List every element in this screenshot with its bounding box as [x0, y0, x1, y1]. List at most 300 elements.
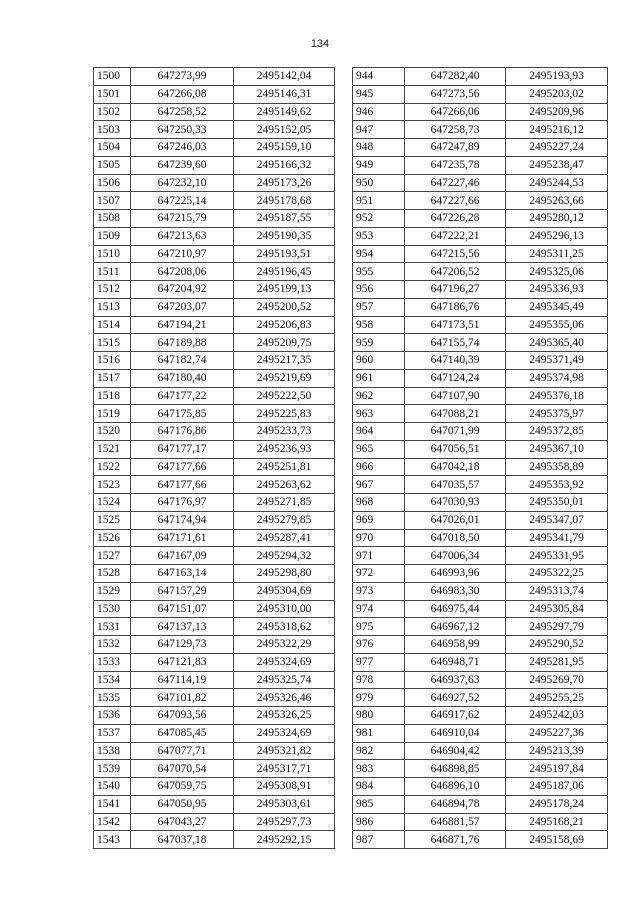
y-coordinate-cell: 2495281,95 — [506, 653, 608, 671]
point-number-cell: 1533 — [94, 653, 131, 671]
x-coordinate-cell: 647222,21 — [405, 227, 506, 245]
x-coordinate-cell: 647239,60 — [131, 156, 234, 174]
point-number-cell: 1519 — [94, 405, 131, 423]
point-number-cell: 983 — [353, 760, 405, 778]
x-coordinate-cell: 646983,30 — [405, 582, 506, 600]
x-coordinate-cell: 646910,04 — [405, 724, 506, 742]
y-coordinate-cell: 2495367,10 — [506, 440, 608, 458]
x-coordinate-cell: 647177,17 — [131, 440, 234, 458]
y-coordinate-cell: 2495242,03 — [506, 707, 608, 725]
table-row — [353, 103, 608, 121]
y-coordinate-cell: 2495193,51 — [234, 245, 335, 263]
table-row — [353, 582, 608, 600]
x-coordinate-cell: 647258,52 — [131, 103, 234, 121]
page-number: 134 — [310, 38, 330, 50]
point-number-cell: 945 — [353, 85, 405, 103]
y-coordinate-cell: 2495325,06 — [506, 263, 608, 281]
table-row — [353, 671, 608, 689]
point-number-cell: 1502 — [94, 103, 131, 121]
y-coordinate-cell: 2495209,75 — [234, 334, 335, 352]
point-number-cell: 1513 — [94, 298, 131, 316]
table-row — [94, 707, 335, 725]
table-row — [353, 476, 608, 494]
table-row — [94, 778, 335, 796]
point-number-cell: 946 — [353, 103, 405, 121]
table-row — [94, 511, 335, 529]
table-row — [353, 174, 608, 192]
y-coordinate-cell: 2495292,15 — [234, 831, 335, 849]
x-coordinate-cell: 647204,92 — [131, 281, 234, 299]
x-coordinate-cell: 647258,73 — [405, 121, 506, 139]
x-coordinate-cell: 647137,13 — [131, 618, 234, 636]
x-coordinate-cell: 646967,12 — [405, 618, 506, 636]
y-coordinate-cell: 2495196,45 — [234, 263, 335, 281]
table-row — [94, 263, 335, 281]
y-coordinate-cell: 2495187,06 — [506, 778, 608, 796]
x-coordinate-cell: 647107,90 — [405, 387, 506, 405]
table-row — [94, 387, 335, 405]
table-row — [353, 139, 608, 157]
table-row — [353, 227, 608, 245]
table-row — [94, 440, 335, 458]
table-row — [94, 689, 335, 707]
point-number-cell: 1542 — [94, 813, 131, 831]
y-coordinate-cell: 2495331,95 — [506, 547, 608, 565]
y-coordinate-cell: 2495187,55 — [234, 210, 335, 228]
point-number-cell: 1504 — [94, 139, 131, 157]
y-coordinate-cell: 2495227,24 — [506, 139, 608, 157]
table-row — [94, 298, 335, 316]
point-number-cell: 975 — [353, 618, 405, 636]
y-coordinate-cell: 2495347,07 — [506, 511, 608, 529]
x-coordinate-cell: 647026,01 — [405, 511, 506, 529]
table-row — [353, 742, 608, 760]
table-row — [94, 121, 335, 139]
y-coordinate-cell: 2495305,84 — [506, 600, 608, 618]
y-coordinate-cell: 2495216,12 — [506, 121, 608, 139]
y-coordinate-cell: 2495324,69 — [234, 653, 335, 671]
point-number-cell: 1541 — [94, 795, 131, 813]
y-coordinate-cell: 2495326,46 — [234, 689, 335, 707]
table-row — [353, 760, 608, 778]
table-row — [94, 192, 335, 210]
x-coordinate-cell: 647043,27 — [131, 813, 234, 831]
y-coordinate-cell: 2495304,69 — [234, 582, 335, 600]
x-coordinate-cell: 647101,82 — [131, 689, 234, 707]
x-coordinate-cell: 647186,76 — [405, 298, 506, 316]
x-coordinate-cell: 647247,89 — [405, 139, 506, 157]
point-number-cell: 958 — [353, 316, 405, 334]
x-coordinate-cell: 647213,63 — [131, 227, 234, 245]
x-coordinate-cell: 647227,66 — [405, 192, 506, 210]
x-coordinate-cell: 647226,28 — [405, 210, 506, 228]
x-coordinate-cell: 647056,51 — [405, 440, 506, 458]
x-coordinate-cell: 647196,27 — [405, 281, 506, 299]
y-coordinate-cell: 2495371,49 — [506, 352, 608, 370]
point-number-cell: 951 — [353, 192, 405, 210]
point-number-cell: 956 — [353, 281, 405, 299]
y-coordinate-cell: 2495358,89 — [506, 458, 608, 476]
y-coordinate-cell: 2495217,35 — [234, 352, 335, 370]
y-coordinate-cell: 2495372,85 — [506, 423, 608, 441]
y-coordinate-cell: 2495255,25 — [506, 689, 608, 707]
table-row — [353, 458, 608, 476]
point-number-cell: 1525 — [94, 511, 131, 529]
point-number-cell: 962 — [353, 387, 405, 405]
point-number-cell: 1520 — [94, 423, 131, 441]
x-coordinate-cell: 647088,21 — [405, 405, 506, 423]
y-coordinate-cell: 2495200,52 — [234, 298, 335, 316]
point-number-cell: 949 — [353, 156, 405, 174]
point-number-cell: 1540 — [94, 778, 131, 796]
y-coordinate-cell: 2495271,85 — [234, 494, 335, 512]
point-number-cell: 959 — [353, 334, 405, 352]
point-number-cell: 1512 — [94, 281, 131, 299]
point-number-cell: 1534 — [94, 671, 131, 689]
y-coordinate-cell: 2495225,83 — [234, 405, 335, 423]
table-row — [94, 529, 335, 547]
point-number-cell: 969 — [353, 511, 405, 529]
point-number-cell: 973 — [353, 582, 405, 600]
y-coordinate-cell: 2495269,70 — [506, 671, 608, 689]
table-row — [94, 68, 335, 86]
x-coordinate-cell: 646871,76 — [405, 831, 506, 849]
table-row — [94, 85, 335, 103]
point-number-cell: 1500 — [94, 68, 131, 86]
x-coordinate-cell: 647250,33 — [131, 121, 234, 139]
point-number-cell: 1505 — [94, 156, 131, 174]
table-row — [353, 511, 608, 529]
y-coordinate-cell: 2495166,32 — [234, 156, 335, 174]
x-coordinate-cell: 647182,74 — [131, 352, 234, 370]
x-coordinate-cell: 647215,56 — [405, 245, 506, 263]
table-row — [353, 316, 608, 334]
x-coordinate-cell: 647194,21 — [131, 316, 234, 334]
x-coordinate-cell: 647173,51 — [405, 316, 506, 334]
table-row — [94, 334, 335, 352]
table-row — [353, 387, 608, 405]
point-number-cell: 963 — [353, 405, 405, 423]
y-coordinate-cell: 2495206,83 — [234, 316, 335, 334]
table-row — [94, 653, 335, 671]
x-coordinate-cell: 647232,10 — [131, 174, 234, 192]
point-number-cell: 947 — [353, 121, 405, 139]
table-row — [353, 192, 608, 210]
table-row — [353, 618, 608, 636]
y-coordinate-cell: 2495158,69 — [506, 831, 608, 849]
x-coordinate-cell: 647163,14 — [131, 565, 234, 583]
x-coordinate-cell: 647177,66 — [131, 476, 234, 494]
table-row — [94, 405, 335, 423]
x-coordinate-cell: 647177,22 — [131, 387, 234, 405]
x-coordinate-cell: 647175,85 — [131, 405, 234, 423]
point-number-cell: 1527 — [94, 547, 131, 565]
table-row — [353, 565, 608, 583]
x-coordinate-cell: 647171,61 — [131, 529, 234, 547]
x-coordinate-cell: 647077,71 — [131, 742, 234, 760]
y-coordinate-cell: 2495294,32 — [234, 547, 335, 565]
point-number-cell: 1522 — [94, 458, 131, 476]
table-row — [94, 352, 335, 370]
point-number-cell: 1501 — [94, 85, 131, 103]
x-coordinate-cell: 646896,10 — [405, 778, 506, 796]
point-number-cell: 966 — [353, 458, 405, 476]
x-coordinate-cell: 647070,54 — [131, 760, 234, 778]
point-number-cell: 974 — [353, 600, 405, 618]
table-row — [353, 653, 608, 671]
point-number-cell: 1515 — [94, 334, 131, 352]
y-coordinate-cell: 2495325,74 — [234, 671, 335, 689]
point-number-cell: 1516 — [94, 352, 131, 370]
point-number-cell: 981 — [353, 724, 405, 742]
x-coordinate-cell: 647235,78 — [405, 156, 506, 174]
point-number-cell: 1543 — [94, 831, 131, 849]
point-number-cell: 1538 — [94, 742, 131, 760]
point-number-cell: 1510 — [94, 245, 131, 263]
x-coordinate-cell: 647266,06 — [405, 103, 506, 121]
y-coordinate-cell: 2495341,79 — [506, 529, 608, 547]
point-number-cell: 1539 — [94, 760, 131, 778]
point-number-cell: 965 — [353, 440, 405, 458]
y-coordinate-cell: 2495308,91 — [234, 778, 335, 796]
y-coordinate-cell: 2495290,52 — [506, 636, 608, 654]
table-row — [353, 121, 608, 139]
point-number-cell: 978 — [353, 671, 405, 689]
table-row — [94, 600, 335, 618]
x-coordinate-cell: 647203,07 — [131, 298, 234, 316]
point-number-cell: 987 — [353, 831, 405, 849]
y-coordinate-cell: 2495297,73 — [234, 813, 335, 831]
x-coordinate-cell: 647174,94 — [131, 511, 234, 529]
point-number-cell: 950 — [353, 174, 405, 192]
y-coordinate-cell: 2495193,93 — [506, 68, 608, 86]
y-coordinate-cell: 2495149,62 — [234, 103, 335, 121]
point-number-cell: 1531 — [94, 618, 131, 636]
y-coordinate-cell: 2495345,49 — [506, 298, 608, 316]
point-number-cell: 986 — [353, 813, 405, 831]
x-coordinate-cell: 647124,24 — [405, 369, 506, 387]
point-number-cell: 1528 — [94, 565, 131, 583]
table-row — [353, 298, 608, 316]
point-number-cell: 984 — [353, 778, 405, 796]
table-row — [94, 636, 335, 654]
table-row — [94, 547, 335, 565]
point-number-cell: 1503 — [94, 121, 131, 139]
y-coordinate-cell: 2495244,53 — [506, 174, 608, 192]
point-number-cell: 957 — [353, 298, 405, 316]
x-coordinate-cell: 647180,40 — [131, 369, 234, 387]
x-coordinate-cell: 647215,79 — [131, 210, 234, 228]
x-coordinate-cell: 647208,06 — [131, 263, 234, 281]
x-coordinate-cell: 646917,62 — [405, 707, 506, 725]
x-coordinate-cell: 647176,86 — [131, 423, 234, 441]
y-coordinate-cell: 2495219,69 — [234, 369, 335, 387]
x-coordinate-cell: 647206,52 — [405, 263, 506, 281]
y-coordinate-cell: 2495173,26 — [234, 174, 335, 192]
y-coordinate-cell: 2495199,13 — [234, 281, 335, 299]
point-number-cell: 982 — [353, 742, 405, 760]
y-coordinate-cell: 2495142,04 — [234, 68, 335, 86]
y-coordinate-cell: 2495168,21 — [506, 813, 608, 831]
table-row — [353, 68, 608, 86]
point-number-cell: 968 — [353, 494, 405, 512]
y-coordinate-cell: 2495287,41 — [234, 529, 335, 547]
x-coordinate-cell: 647006,34 — [405, 547, 506, 565]
table-row — [353, 494, 608, 512]
table-row — [353, 281, 608, 299]
y-coordinate-cell: 2495310,00 — [234, 600, 335, 618]
x-coordinate-cell: 647030,93 — [405, 494, 506, 512]
x-coordinate-cell: 647042,18 — [405, 458, 506, 476]
table-row — [94, 281, 335, 299]
table-row — [94, 795, 335, 813]
y-coordinate-cell: 2495303,61 — [234, 795, 335, 813]
y-coordinate-cell: 2495324,69 — [234, 724, 335, 742]
y-coordinate-cell: 2495350,01 — [506, 494, 608, 512]
y-coordinate-cell: 2495376,18 — [506, 387, 608, 405]
point-number-cell: 1530 — [94, 600, 131, 618]
x-coordinate-cell: 647151,07 — [131, 600, 234, 618]
table-row — [353, 689, 608, 707]
point-number-cell: 1507 — [94, 192, 131, 210]
y-coordinate-cell: 2495209,96 — [506, 103, 608, 121]
x-coordinate-cell: 647121,83 — [131, 653, 234, 671]
point-number-cell: 960 — [353, 352, 405, 370]
table-row — [94, 671, 335, 689]
point-number-cell: 980 — [353, 707, 405, 725]
y-coordinate-cell: 2495317,71 — [234, 760, 335, 778]
point-number-cell: 948 — [353, 139, 405, 157]
table-row — [94, 245, 335, 263]
x-coordinate-cell: 647266,08 — [131, 85, 234, 103]
y-coordinate-cell: 2495222,50 — [234, 387, 335, 405]
point-number-cell: 1509 — [94, 227, 131, 245]
table-row — [94, 742, 335, 760]
y-coordinate-cell: 2495190,35 — [234, 227, 335, 245]
y-coordinate-cell: 2495227,36 — [506, 724, 608, 742]
y-coordinate-cell: 2495321,82 — [234, 742, 335, 760]
y-coordinate-cell: 2495355,06 — [506, 316, 608, 334]
point-number-cell: 972 — [353, 565, 405, 583]
x-coordinate-cell: 647225,14 — [131, 192, 234, 210]
table-row — [353, 440, 608, 458]
point-number-cell: 970 — [353, 529, 405, 547]
x-coordinate-cell: 647129,73 — [131, 636, 234, 654]
x-coordinate-cell: 647157,29 — [131, 582, 234, 600]
table-row — [353, 831, 608, 849]
y-coordinate-cell: 2495178,68 — [234, 192, 335, 210]
table-row — [353, 724, 608, 742]
point-number-cell: 1518 — [94, 387, 131, 405]
table-row — [353, 405, 608, 423]
y-coordinate-cell: 2495365,40 — [506, 334, 608, 352]
x-coordinate-cell: 647155,74 — [405, 334, 506, 352]
y-coordinate-cell: 2495296,13 — [506, 227, 608, 245]
x-coordinate-cell: 647037,18 — [131, 831, 234, 849]
coordinates-table-right — [352, 67, 608, 849]
y-coordinate-cell: 2495297,79 — [506, 618, 608, 636]
point-number-cell: 1524 — [94, 494, 131, 512]
y-coordinate-cell: 2495251,81 — [234, 458, 335, 476]
x-coordinate-cell: 647085,45 — [131, 724, 234, 742]
point-number-cell: 1517 — [94, 369, 131, 387]
table-row — [94, 369, 335, 387]
coordinates-table-left — [93, 67, 335, 849]
y-coordinate-cell: 2495322,29 — [234, 636, 335, 654]
table-row — [94, 582, 335, 600]
table-row — [94, 724, 335, 742]
table-row — [353, 795, 608, 813]
table-row — [94, 831, 335, 849]
x-coordinate-cell: 646881,57 — [405, 813, 506, 831]
point-number-cell: 977 — [353, 653, 405, 671]
table-row — [353, 778, 608, 796]
y-coordinate-cell: 2495203,02 — [506, 85, 608, 103]
y-coordinate-cell: 2495353,92 — [506, 476, 608, 494]
table-row — [353, 210, 608, 228]
point-number-cell: 961 — [353, 369, 405, 387]
table-row — [353, 85, 608, 103]
table-row — [94, 174, 335, 192]
point-number-cell: 952 — [353, 210, 405, 228]
table-row — [94, 423, 335, 441]
point-number-cell: 953 — [353, 227, 405, 245]
point-number-cell: 979 — [353, 689, 405, 707]
x-coordinate-cell: 646948,71 — [405, 653, 506, 671]
x-coordinate-cell: 647035,57 — [405, 476, 506, 494]
table-row — [353, 263, 608, 281]
x-coordinate-cell: 647246,03 — [131, 139, 234, 157]
table-row — [94, 476, 335, 494]
table-row — [94, 103, 335, 121]
table-row — [94, 813, 335, 831]
table-row — [353, 369, 608, 387]
x-coordinate-cell: 647176,97 — [131, 494, 234, 512]
table-row — [353, 423, 608, 441]
y-coordinate-cell: 2495326,25 — [234, 707, 335, 725]
point-number-cell: 971 — [353, 547, 405, 565]
point-number-cell: 1511 — [94, 263, 131, 281]
x-coordinate-cell: 646894,78 — [405, 795, 506, 813]
table-row — [353, 813, 608, 831]
table-row — [353, 156, 608, 174]
table-row — [94, 316, 335, 334]
x-coordinate-cell: 647114,19 — [131, 671, 234, 689]
x-coordinate-cell: 647210,97 — [131, 245, 234, 263]
x-coordinate-cell: 647273,99 — [131, 68, 234, 86]
table-row — [94, 618, 335, 636]
x-coordinate-cell: 647093,56 — [131, 707, 234, 725]
table-row — [94, 458, 335, 476]
x-coordinate-cell: 647189,88 — [131, 334, 234, 352]
x-coordinate-cell: 647059,75 — [131, 778, 234, 796]
y-coordinate-cell: 2495280,12 — [506, 210, 608, 228]
y-coordinate-cell: 2495263,66 — [506, 192, 608, 210]
x-coordinate-cell: 646958,99 — [405, 636, 506, 654]
point-number-cell: 1514 — [94, 316, 131, 334]
x-coordinate-cell: 647018,50 — [405, 529, 506, 547]
x-coordinate-cell: 647227,46 — [405, 174, 506, 192]
y-coordinate-cell: 2495233,73 — [234, 423, 335, 441]
table-row — [94, 227, 335, 245]
point-number-cell: 954 — [353, 245, 405, 263]
x-coordinate-cell: 646937,63 — [405, 671, 506, 689]
x-coordinate-cell: 647177,66 — [131, 458, 234, 476]
point-number-cell: 1537 — [94, 724, 131, 742]
y-coordinate-cell: 2495313,74 — [506, 582, 608, 600]
table-row — [353, 707, 608, 725]
table-row — [353, 600, 608, 618]
